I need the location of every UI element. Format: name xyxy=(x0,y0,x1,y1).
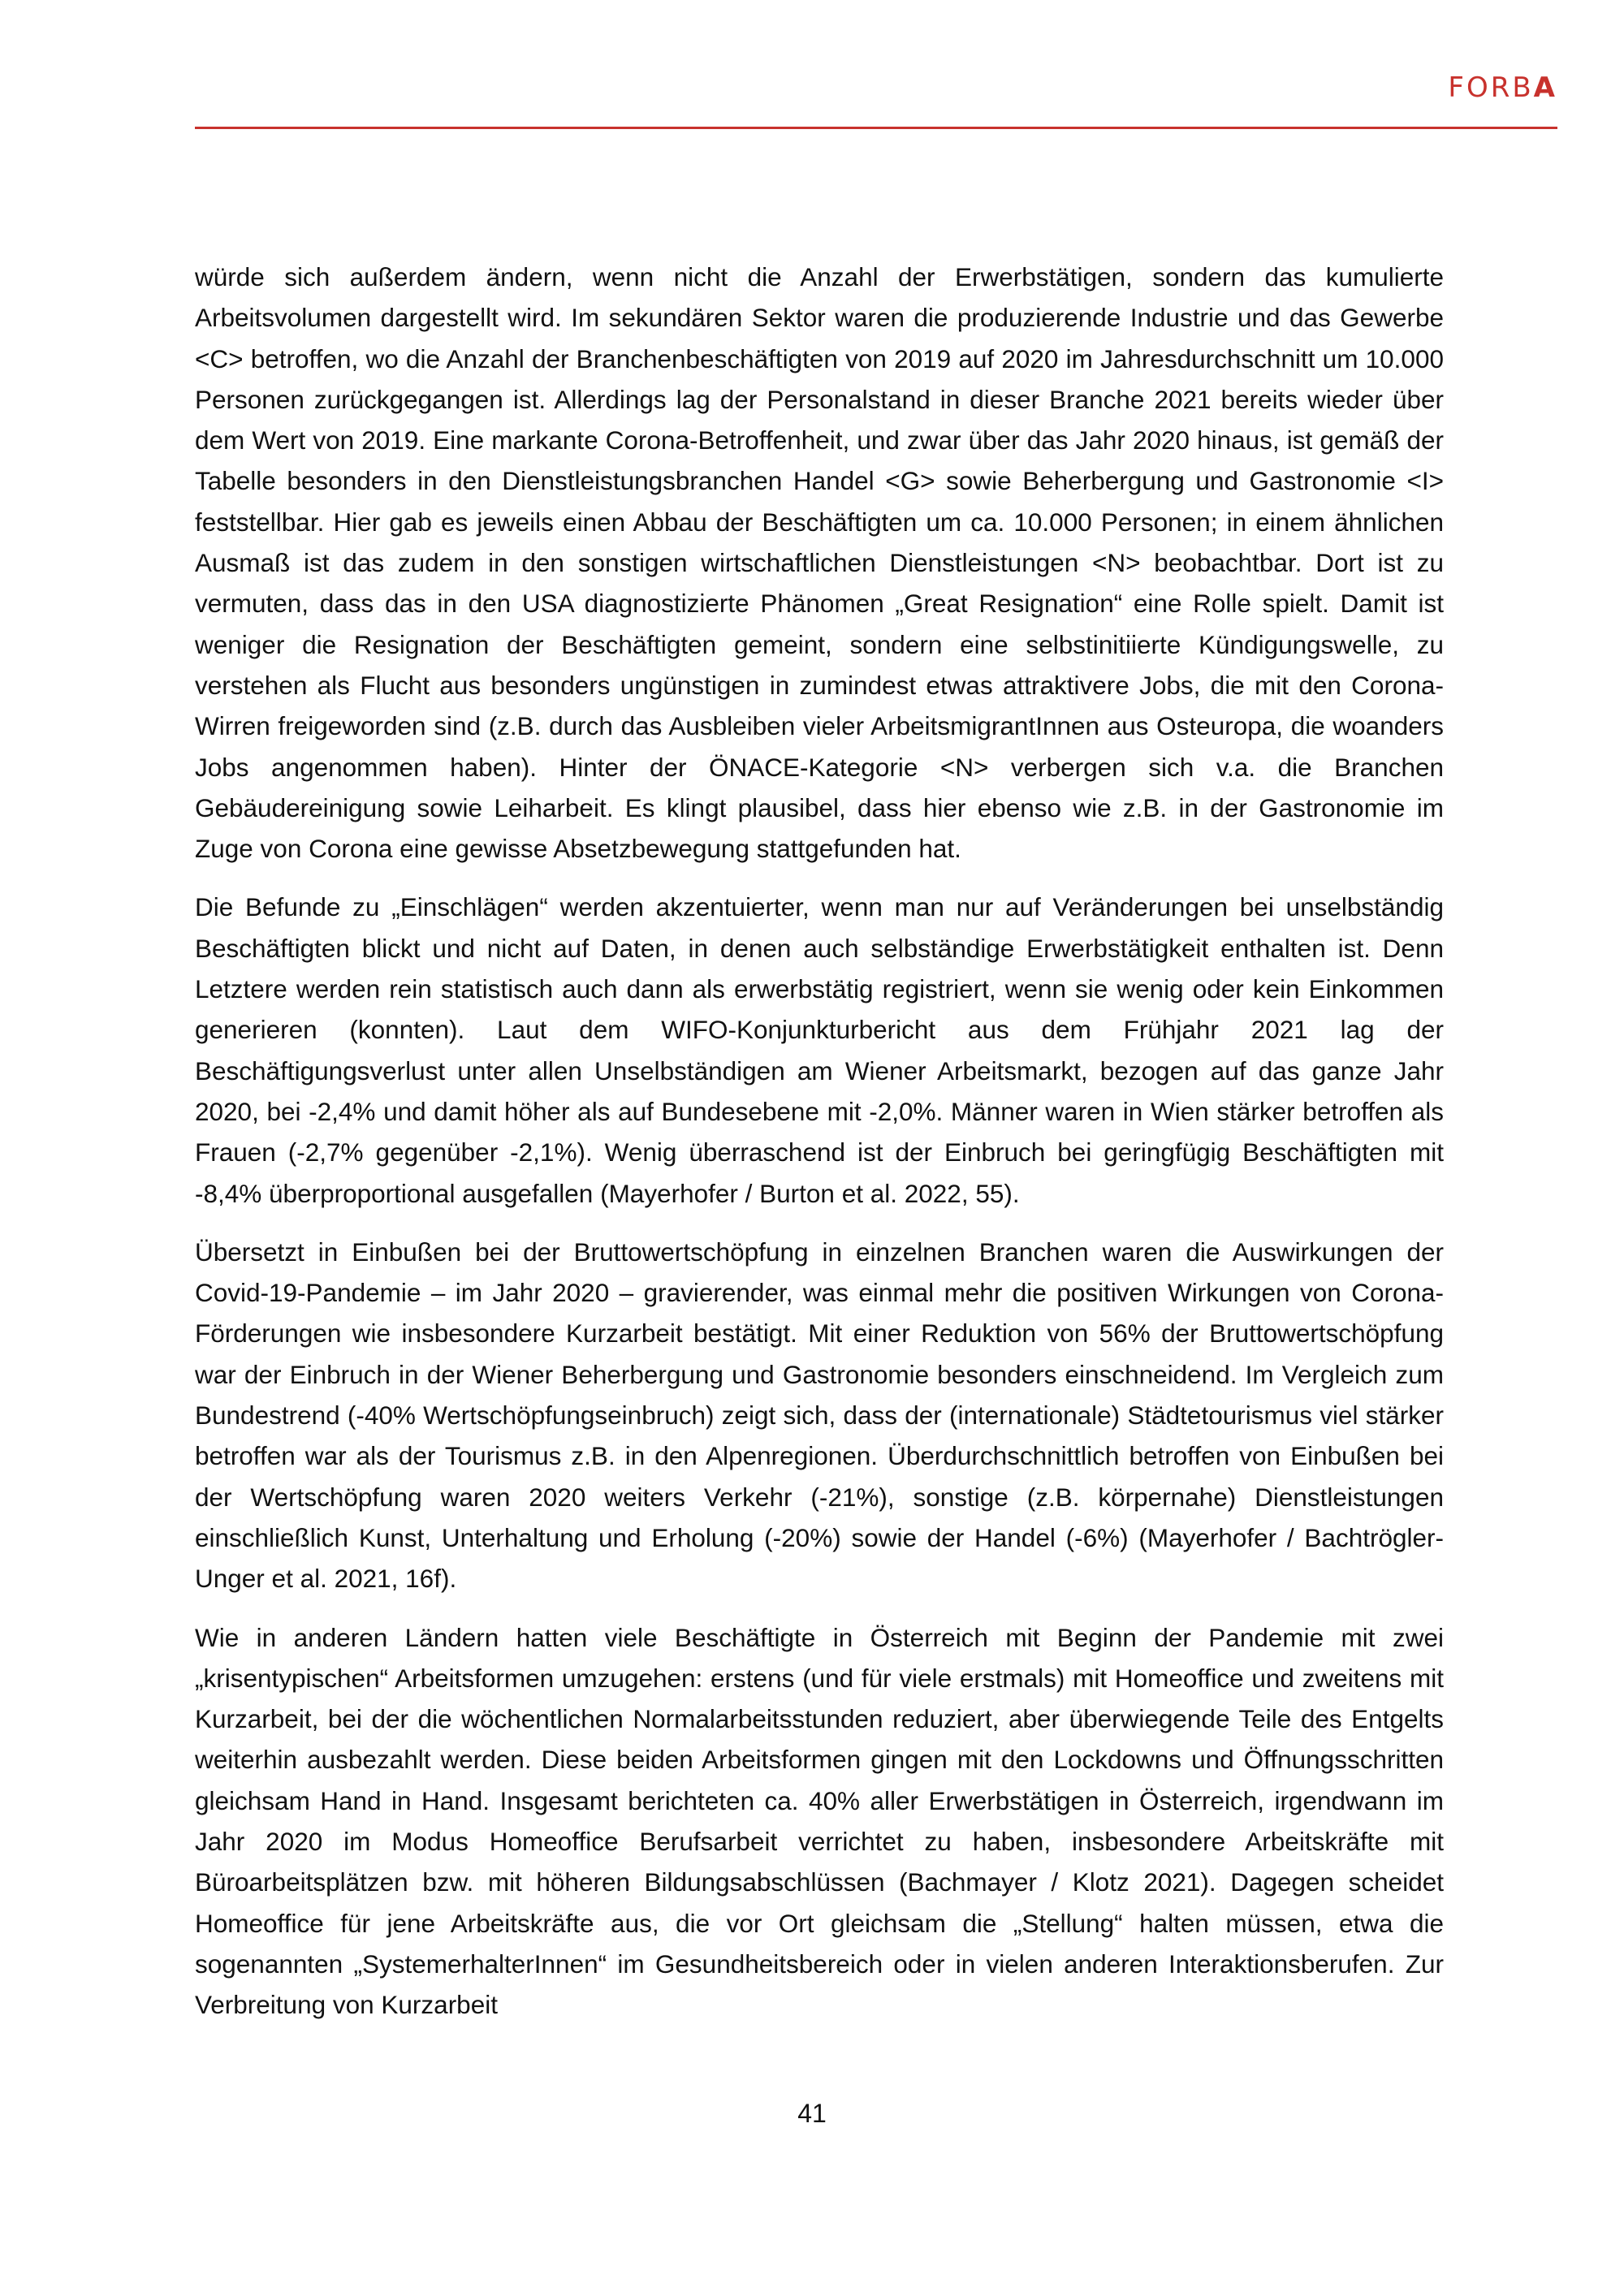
header-divider xyxy=(195,127,1557,129)
paragraph-4: Wie in anderen Ländern hatten viele Beschäftigte in Österreich mit Beginn der Pandemie mit zwei „krisentypischen“ Arbeitsformen umzugehen: erstens (und für viele erstmals) mit Homeoffice und zweitens mit Kurzarbeit, bei der die wöchentlichen Normalarbeitsstunden reduziert, aber überwiegende Teile des Entgelts weiterhin ausbezahlt werden. Diese beiden Arbeitsformen gingen mit den Lockdowns und Öffnungsschritten gleichsam Hand in Hand. Insgesamt berichteten ca. 40% aller Erwerbstätigen in Österreich, irgendwann im Jahr 2020 im Modus Homeoffice Berufsarbeit verrichtet zu haben, insbesondere Arbeitskräfte mit Büroarbeitsplätzen bzw. mit höheren Bildungsabschlüssen (Bachmayer / Klotz 2021). Dagegen scheidet Homeoffice für jene Arbeitskräfte aus, die vor Ort gleichsam die „Stellung“ halten müssen, etwa die sogenannten „SystemerhalterInnen“ im Gesundheitsbereich oder in vielen anderen Interaktionsberufen. Zur Verbreitung von Kurzarbeit xyxy=(195,1622,1444,2020)
page-number: 41 xyxy=(797,2099,827,2128)
logo-suffix: A xyxy=(1533,71,1557,104)
body-text xyxy=(195,257,1444,2043)
logo-prefix: FORB xyxy=(1448,71,1534,104)
paragraph-2: Die Befunde zu „Einschlägen“ werden akzentuierter, wenn man nur auf Veränderungen bei unselbständig Beschäftigten blickt und nicht auf Daten, in denen auch selbständige Erwerbstätigkeit enthalten ist. Denn Letztere werden rein statistisch auch dann als erwerbstätig registriert, wenn sie wenig oder kein Einkommen generieren (konnten). Laut dem WIFO-Konjunkturbericht aus dem Frühjahr 2021 lag der Beschäftigungsverlust unter allen Unselbständigen am Wiener Arbeitsmarkt, bezogen auf das ganze Jahr 2020, bei -2,4% und damit höher als auf Bundesebene mit -2,0%. Männer waren in Wien stärker betroffen als Frauen (-2,7% gegenüber -2,1%). Wenig überraschend ist der Einbruch bei geringfügig Beschäftigten mit -8,4% überproportional ausgefallen (Mayerhofer / Burton et al. 2022, 55). xyxy=(195,892,1444,1208)
paragraph-1: würde sich außerdem ändern, wenn nicht die Anzahl der Erwerbstätigen, sondern das kumulierte Arbeitsvolumen dargestellt wird. Im sekundären Sektor waren die produzierende Industrie und das Gewerbe <C> betroffen, wo die Anzahl der Branchenbeschäftigten von 2019 auf 2020 im Jahresdurchschnitt um 10.000 Personen zurückgegangen ist. Allerdings lag der Personalstand in dieser Branche 2021 bereits wieder über dem Wert von 2019. Eine markante Corona-Betroffenheit, und zwar über das Jahr 2020 hinaus, ist gemäß der Tabelle besonders in den Dienstleistungsbranchen Handel <G> sowie Beherbergung und Gastronomie <I> feststellbar. Hier gab es jeweils einen Abbau der Beschäftigten um ca. 10.000 Personen; in einem ähnlichen Ausmaß ist das zudem in den sonstigen wirtschaftlichen Dienstleistungen <N> beobachtbar. Dort ist zu vermuten, dass das in den USA diagnostizierte Phänomen „Great Resignation“ eine Rolle spielt. Damit ist weniger die Resignation der Beschäftigten gemeint, sondern eine selbstinitiierte Kündigungswelle, zu verstehen als Flucht aus besonders ungünstigen in zumindest etwas attraktivere Jobs, die mit den Corona-Wirren freigeworden sind (z.B. durch das Ausbleiben vieler ArbeitsmigrantInnen aus Osteuropa, die woanders Jobs angenommen haben). Hinter der ÖNACE-Kategorie <N> verbergen sich v.a. die Branchen Gebäudereinigung sowie Leiharbeit. Es klingt plausibel, dass hier ebenso wie z.B. in der Gastronomie im Zuge von Corona eine gewisse Absetzbewegung stattgefunden hat. xyxy=(195,262,1444,864)
forba-logo xyxy=(1448,71,1557,104)
paragraph-3: Übersetzt in Einbußen bei der Bruttowertschöpfung in einzelnen Branchen waren die Auswirkungen der Covid-19-Pandemie – im Jahr 2020 – gravierender, was einmal mehr die positiven Wirkungen von Corona-Förderungen wie insbesondere Kurzarbeit bestätigt. Mit einer Reduktion von 56% der Bruttowertschöpfung war der Einbruch in der Wiener Beherbergung und Gastronomie besonders einschneidend. Im Vergleich zum Bundestrend (-40% Wertschöpfungseinbruch) zeigt sich, dass der (internationale) Städtetourismus viel stärker betroffen war als der Tourismus z.B. in den Alpenregionen. Überdurchschnittlich betroffen von Einbußen bei der Wertschöpfung waren 2020 weiters Verkehr (-21%), sonstige (z.B. körpernahe) Dienstleistungen einschließlich Kunst, Unterhaltung und Erholung (-20%) sowie der Handel (-6%) (Mayerhofer / Bachtrögler-Unger et al. 2021, 16f). xyxy=(195,1236,1444,1594)
